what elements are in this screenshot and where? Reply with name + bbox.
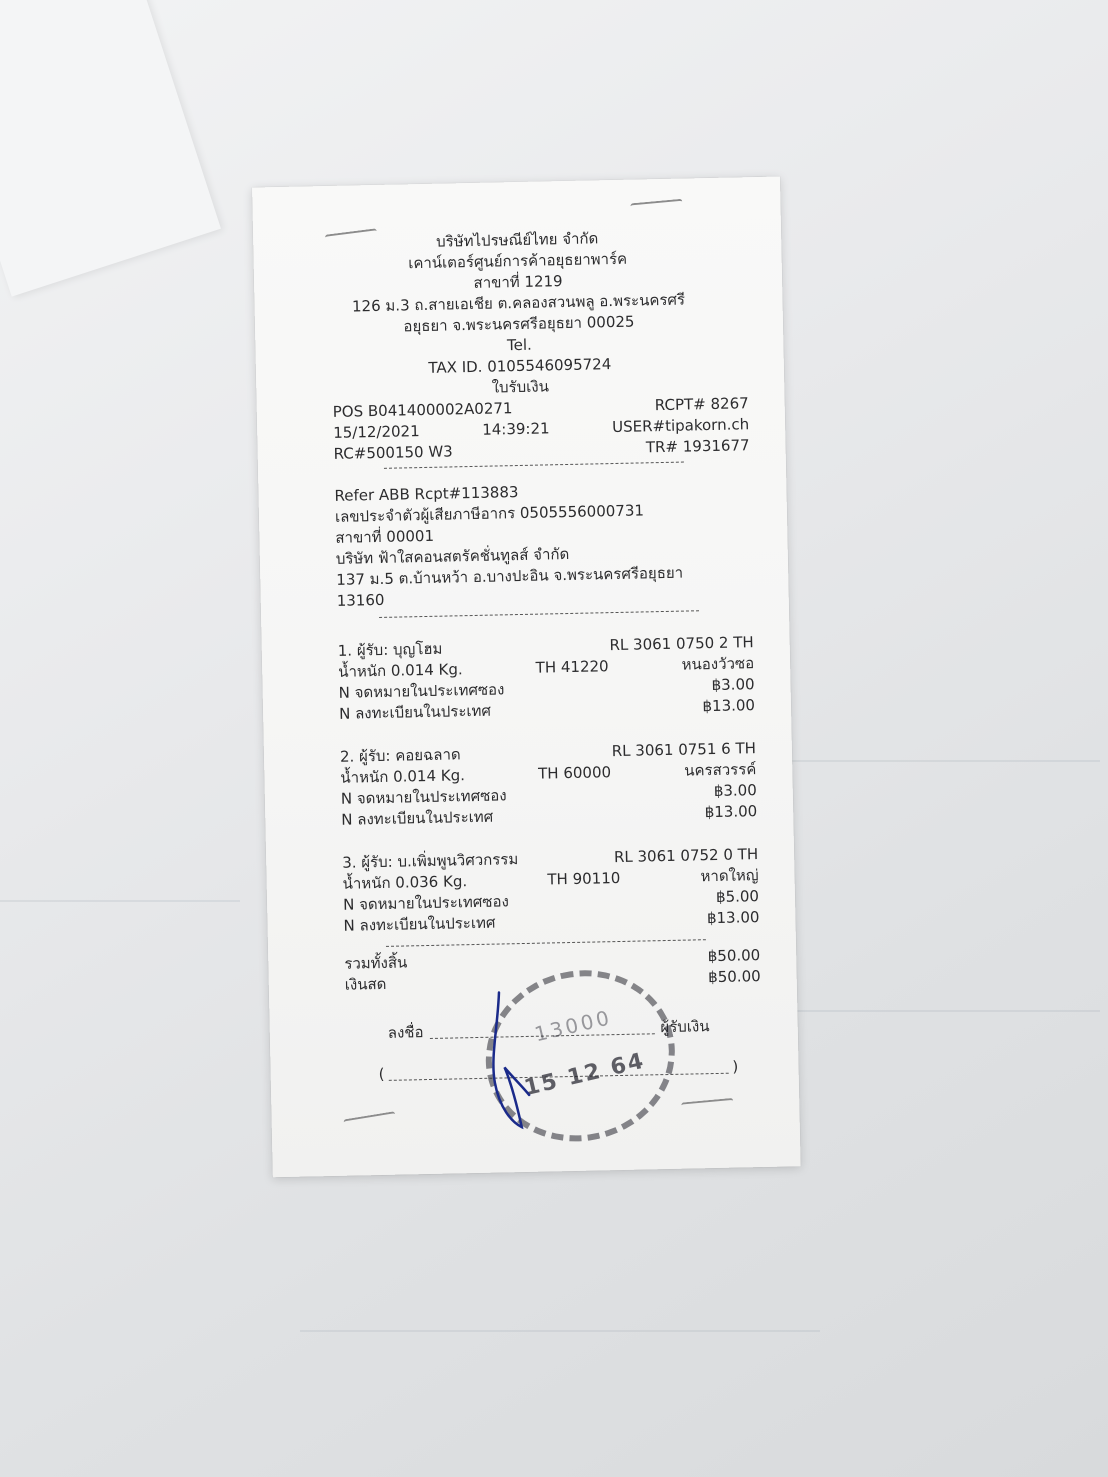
counter-name: เคาน์เตอร์ศูนย์การค้าอยุธยาพาร์ค <box>408 249 628 273</box>
tracking-number: RL 3061 0750 2 TH <box>609 633 754 655</box>
address-line-1: 126 ม.3 ถ.สายเอเชีย ต.คลองสวนพลู อ.พระนครศรี <box>351 290 686 316</box>
price: ฿3.00 <box>711 675 755 695</box>
cash-label: เงินสด <box>344 974 387 994</box>
telephone: Tel. <box>506 335 532 355</box>
receipt-header <box>253 224 784 403</box>
receipt-number: RCPT# 8267 <box>654 394 749 415</box>
line-item <box>266 843 796 938</box>
total-value: ฿50.00 <box>707 946 761 966</box>
tax-id: TAX ID. 0105546095724 <box>428 355 612 377</box>
service: N จดหมายในประเทศซอง <box>340 786 507 808</box>
refer-receipt: Refer ABB Rcpt#113883 <box>334 483 519 505</box>
service: N ลงทะเบียนในประเทศ <box>341 807 494 829</box>
postcode: TH 60000 <box>537 763 612 783</box>
price: ฿13.00 <box>702 696 756 716</box>
destination: นครสวรรค์ <box>684 760 757 780</box>
postcode: TH 90110 <box>547 868 621 889</box>
receipt <box>252 176 801 1177</box>
service: N ลงทะเบียนในประเทศ <box>343 913 496 935</box>
sign-label: ลงชื่อ <box>387 1023 424 1042</box>
service: N ลงทะเบียนในประเทศ <box>338 701 492 723</box>
cash-value: ฿50.00 <box>708 967 761 987</box>
weight: น้ำหนัก 0.014 Kg. <box>338 660 463 681</box>
destination: หาดใหญ่ <box>700 866 759 886</box>
user-id: USER#tipakorn.ch <box>611 415 750 437</box>
receiver-label: ผู้รับเงิน <box>660 1017 710 1037</box>
branch-number: สาขาที่ 1219 <box>473 272 563 292</box>
pos-id: POS B041400002A0271 <box>332 399 513 421</box>
price: ฿13.00 <box>706 908 760 928</box>
transaction-date: 15/12/2021 <box>333 422 420 442</box>
background-line <box>760 760 1100 762</box>
line-item <box>262 631 792 726</box>
background-line <box>300 1330 820 1332</box>
service: N จดหมายในประเทศซอง <box>338 680 505 702</box>
price: ฿3.00 <box>713 781 757 800</box>
weight: น้ำหนัก 0.036 Kg. <box>342 872 468 893</box>
dashed-divider <box>379 610 699 618</box>
customer-branch: สาขาที่ 00001 <box>335 526 435 547</box>
recipient: 2. ผู้รับ: คอยฉลาด <box>339 745 461 766</box>
customer-tax-no: เลขประจำตัวผู้เสียภาษีอากร 0505556000731 <box>334 501 645 526</box>
customer-info <box>258 476 789 613</box>
staple <box>630 199 683 212</box>
staple <box>343 1111 396 1127</box>
company-name: บริษัทไปรษณีย์ไทย จำกัด <box>435 229 599 251</box>
dashed-divider <box>386 939 706 947</box>
tracking-number: RL 3061 0751 6 TH <box>611 739 757 761</box>
staple <box>681 1098 734 1111</box>
customer-address-1: 137 ม.5 ต.บ้านหว้า อ.บางปะอิน จ.พระนครศรีอยุธยา <box>336 563 684 589</box>
total-label: รวมทั้งสิ้น <box>344 953 408 973</box>
rc-number: RC#500150 W3 <box>333 442 453 463</box>
stamp-code: 13000 <box>532 1005 615 1047</box>
customer-address-2: 13160 <box>336 590 385 610</box>
customer-company: บริษัท ฟ้าใสคอนสตรัคชั่นทูลส์ จำกัด <box>335 544 570 568</box>
transaction-time: 14:39:21 <box>482 419 550 439</box>
transaction-meta <box>257 392 786 466</box>
service: N จดหมายในประเทศซอง <box>342 892 510 914</box>
open-paren: ( <box>378 1064 385 1084</box>
tracking-number: RL 3061 0752 0 TH <box>613 845 759 867</box>
line-item <box>264 737 794 832</box>
recipient: 1. ผู้รับ: บุญโฮม <box>337 639 443 660</box>
background-line <box>780 1010 1100 1012</box>
price: ฿5.00 <box>715 887 760 906</box>
address-line-2: อยุธยา จ.พระนครศรีอยุธยา 00025 <box>403 312 635 336</box>
document-type: ใบรับเงิน <box>491 377 550 397</box>
background-line <box>0 900 240 902</box>
destination: หนองวัวซอ <box>681 654 755 674</box>
handwritten-signature <box>479 987 542 1138</box>
price: ฿13.00 <box>704 802 758 822</box>
tr-number: TR# 1931677 <box>645 436 750 457</box>
postcode: TH 41220 <box>535 657 609 677</box>
close-paren: ) <box>732 1057 739 1076</box>
stamp-date: 15 12 64 <box>521 1048 648 1102</box>
recipient: 3. ผู้รับ: บ.เพิ่มพูนวิศวกรรม <box>342 850 519 872</box>
weight: น้ำหนัก 0.014 Kg. <box>340 766 466 787</box>
